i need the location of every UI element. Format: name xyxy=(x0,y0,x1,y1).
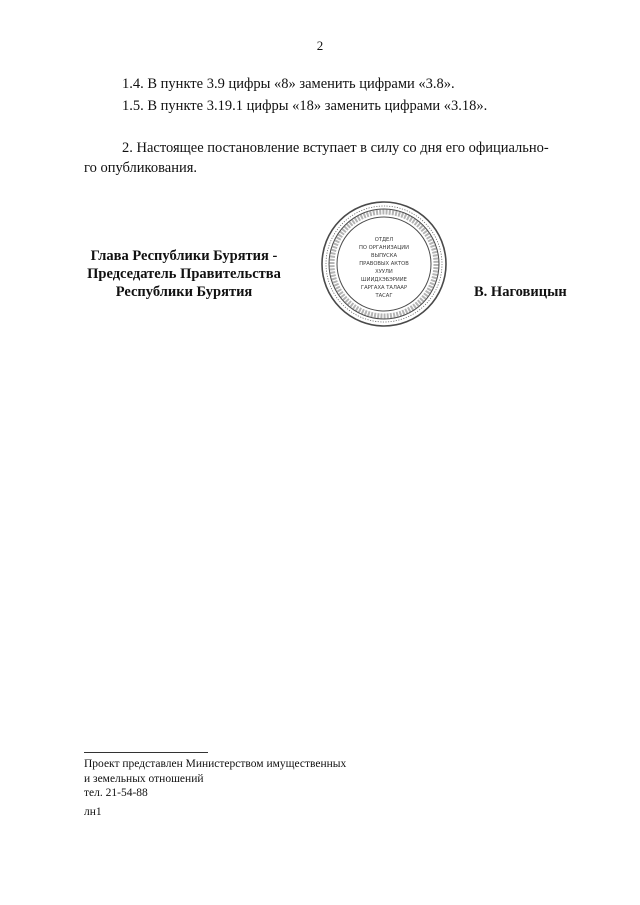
seal-line: ВЫПУСКА xyxy=(370,253,398,259)
seal-center-text xyxy=(359,237,409,299)
footnote-divider xyxy=(84,752,208,753)
item-1-5: 1.5. В пункте 3.19.1 цифры «18» заменить цифрами «3.18». xyxy=(122,98,488,114)
clause-2-line-2: го опубликования. xyxy=(84,160,198,176)
signatory-title-line: Председатель Правительства xyxy=(87,266,281,282)
seal-line: ПРАВОВЫХ АКТОВ xyxy=(359,261,409,267)
footnote-line: и земельных отношений xyxy=(84,772,204,785)
footnote xyxy=(84,757,346,801)
clause-2-line-1: 2. Настоящее постановление вступает в силу со дня его официально- xyxy=(122,140,549,156)
seal-line: ПО ОРГАНИЗАЦИИ xyxy=(358,245,410,251)
seal-line: ТАСАГ xyxy=(375,293,393,299)
seal-line: ГАРГАХА ТАЛААР xyxy=(360,285,408,291)
document-code: лн1 xyxy=(84,806,102,818)
seal-line: ШИИДХЭБЭРИИЕ xyxy=(361,277,407,283)
signatory-title-line: Глава Республики Бурятия - xyxy=(90,248,278,264)
footnote-line: Проект представлен Министерством имущественных xyxy=(84,758,347,770)
footnote-phone: тел. 21-54-88 xyxy=(84,787,148,799)
signatory-name: В. Наговицын xyxy=(474,284,567,300)
page-number: 2 xyxy=(316,38,324,53)
seal-line: ХУУЛИ xyxy=(375,269,393,275)
signatory-title xyxy=(74,247,294,301)
item-1-4: 1.4. В пункте 3.9 цифры «8» заменить цифрами «3.8». xyxy=(122,76,455,92)
signatory-title-line: Республики Бурятия xyxy=(115,284,253,300)
official-seal-stamp xyxy=(318,200,450,328)
seal-line: ОТДЕЛ xyxy=(374,237,394,243)
